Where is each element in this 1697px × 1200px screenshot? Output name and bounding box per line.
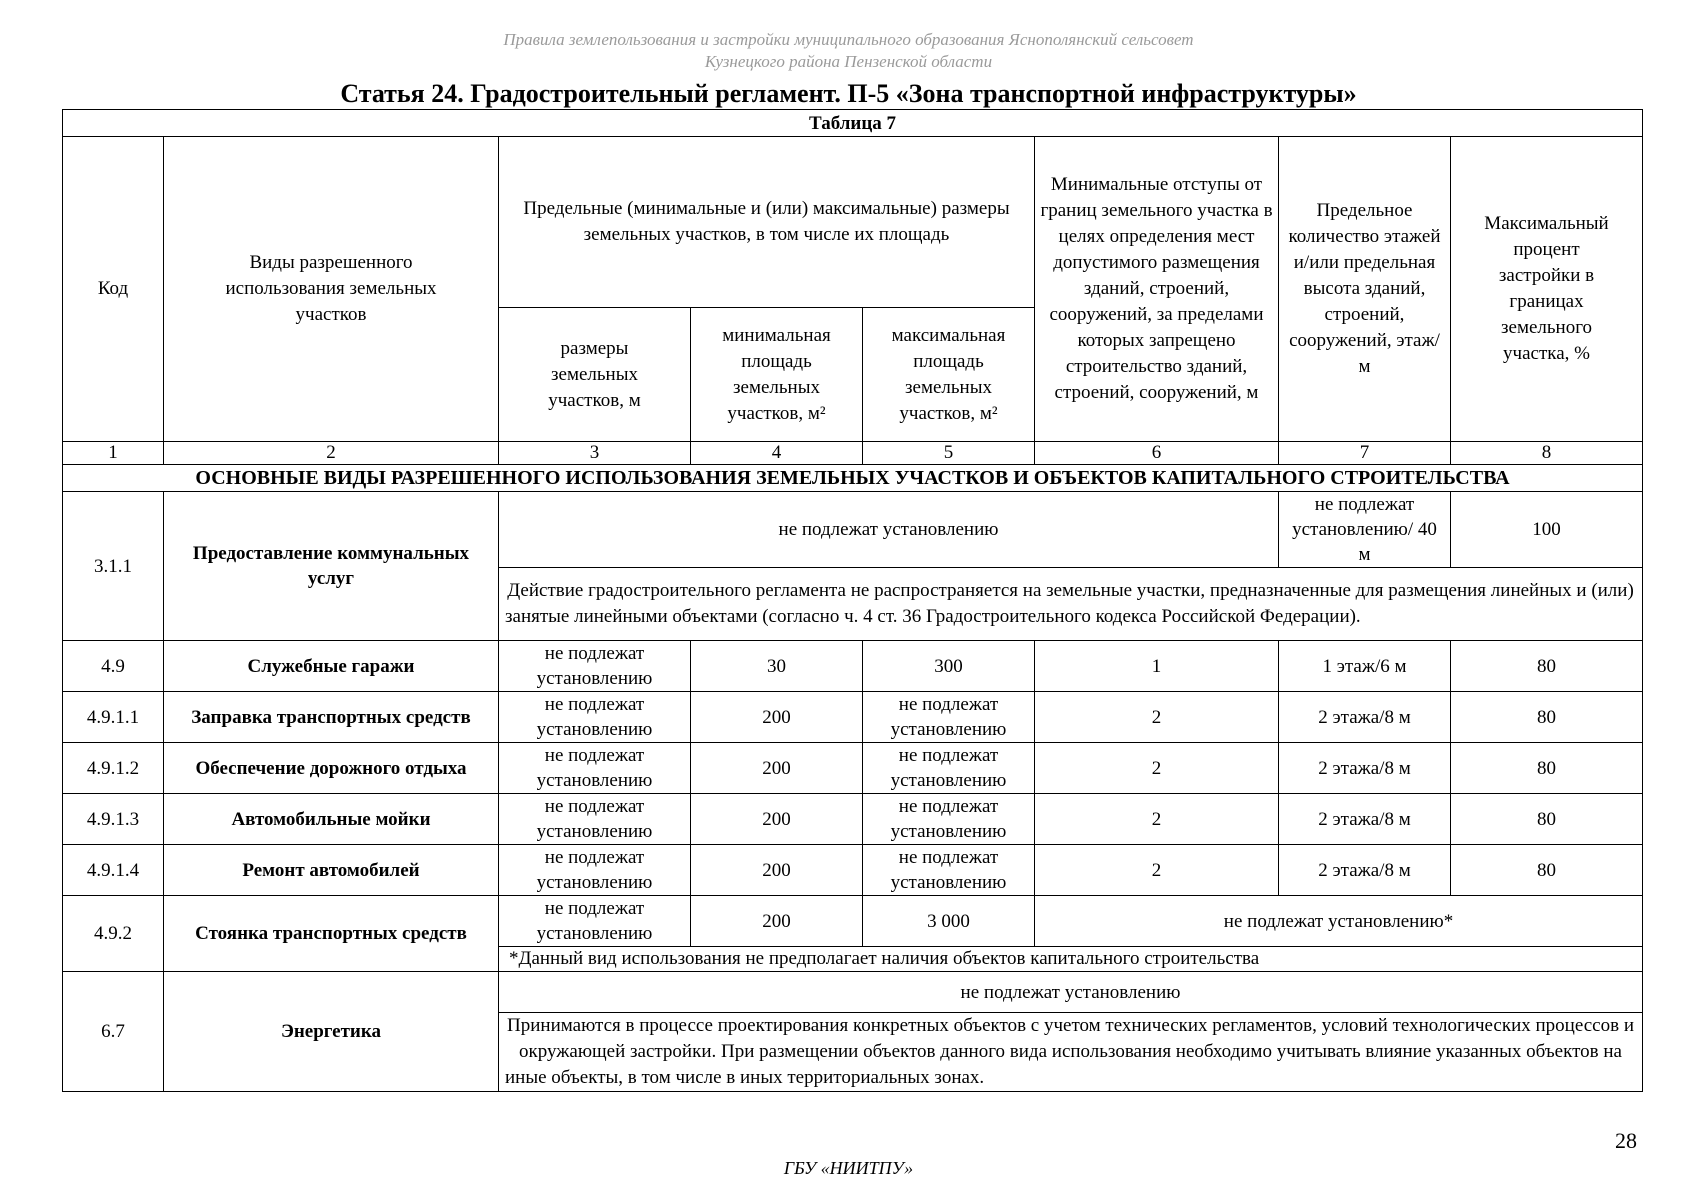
running-header-line2: Кузнецкого района Пензенской области <box>704 52 993 71</box>
coverage-value: 80 <box>1451 794 1643 845</box>
regulation-note: Принимаются в процессе проектирования конкретных объектов с учетом технических регламентов, условий технологических процессов и окружающей застройки. При размещении объектов данного вида использования необходимо учитывать влияние указанных объектов на иные объекты, в том числе в иных территориальных зонах. <box>499 1013 1643 1092</box>
floors-value: 2 этажа/8 м <box>1279 845 1451 896</box>
coverage-value: 80 <box>1451 641 1643 692</box>
col-number: 1 <box>63 442 164 465</box>
min-area-value: 200 <box>691 692 863 743</box>
page-footer: ГБУ «НИИТПУ» <box>783 1158 914 1178</box>
setback-value: 2 <box>1035 692 1279 743</box>
min-area-value: 200 <box>691 794 863 845</box>
coverage-value: 80 <box>1451 743 1643 794</box>
floors-value: 1 этаж/6 м <box>1279 641 1451 692</box>
table-number: Таблица 7 <box>63 110 1643 137</box>
row-code: 6.7 <box>63 972 164 1092</box>
running-header-line1: Правила землепользования и застройки муниципального образования Ясноп​олянский сельсовет <box>503 30 1194 49</box>
max-area-value: не подлежат установлению <box>863 845 1035 896</box>
table-row <box>63 845 1643 896</box>
merged-value: не подлежат установлению <box>499 972 1643 1013</box>
col-number: 3 <box>499 442 691 465</box>
row-code: 3.1.1 <box>63 492 164 641</box>
row-name: Автомобильные мойки <box>164 794 499 845</box>
floors-value: 2 этажа/8 м <box>1279 794 1451 845</box>
min-area-value: 200 <box>691 845 863 896</box>
header-use-types: Виды разрешенного использования земельных участков <box>164 137 499 442</box>
min-area-value: 200 <box>691 743 863 794</box>
col-number: 5 <box>863 442 1035 465</box>
header-sizes: размеры земельных участков, м <box>499 308 691 442</box>
row-code: 4.9.1.4 <box>63 845 164 896</box>
row-name: Предоставление коммунальных услуг <box>164 492 499 641</box>
col-number: 6 <box>1035 442 1279 465</box>
setback-value: 1 <box>1035 641 1279 692</box>
merged-value: не подлежат установлению <box>499 492 1279 568</box>
sizes-value: не подлежат установлению <box>499 692 691 743</box>
header-code: Код <box>63 137 164 442</box>
header-max-area: максимальная площадь земельных участков, м² <box>863 308 1035 442</box>
row-code: 4.9.1.1 <box>63 692 164 743</box>
max-area-value: 3 000 <box>863 896 1035 947</box>
header-sizes-group: Предельные (минимальные и (или) максимальные) размеры земельных участков, в том числе их площадь <box>499 137 1035 308</box>
col-number: 4 <box>691 442 863 465</box>
page-title: Статья 24. Градостроительный регламент. П-5 «Зона транспортной инфраструктуры» <box>340 79 1357 108</box>
col-number: 7 <box>1279 442 1451 465</box>
floors-value: 2 этажа/8 м <box>1279 743 1451 794</box>
row-name: Ремонт автомобилей <box>164 845 499 896</box>
regulation-table <box>62 109 1643 1092</box>
setback-value: 2 <box>1035 845 1279 896</box>
section-title: ОСНОВНЫЕ ВИДЫ РАЗРЕШЕННОГО ИСПОЛЬЗОВАНИЯ ЗЕМЕЛЬНЫХ УЧАСТКОВ И ОБЪЕКТОВ КАПИТАЛЬНОГО СТРОИТЕЛЬСТВА <box>63 465 1643 492</box>
row-code: 4.9.1.2 <box>63 743 164 794</box>
min-area-value: 30 <box>691 641 863 692</box>
header-min-area: минимальная площадь земельных участков, м² <box>691 308 863 442</box>
row-name: Стоянка транспортных средств <box>164 896 499 972</box>
regulation-note: *Данный вид использования не предполагает наличия объектов капитального строительства <box>499 947 1643 972</box>
setback-value: 2 <box>1035 794 1279 845</box>
regulation-note: Действие градостроительного регламента не распространяется на земельные участки, предназначенные для размещения линейных и (или) занятые линейными объектами (согласно ч. 4 ст. 36 Градостроительного кодекса Российской Федерации). <box>499 568 1643 641</box>
sizes-value: не подлежат установлению <box>499 641 691 692</box>
col-number: 8 <box>1451 442 1643 465</box>
max-area-value: не подлежат установлению <box>863 794 1035 845</box>
max-area-value: не подлежат установлению <box>863 692 1035 743</box>
header-setbacks: Минимальные отступы от границ земельного участка в целях определения мест допустимого размещения зданий, строений, сооружений, за пределами которых запрещено строительство зданий, строений, сооружений, м <box>1035 137 1279 442</box>
floors-value: 2 этажа/8 м <box>1279 692 1451 743</box>
row-code: 4.9.1.3 <box>63 794 164 845</box>
table-row <box>63 743 1643 794</box>
table-row <box>63 641 1643 692</box>
max-area-value: не подлежат установлению <box>863 743 1035 794</box>
row-name: Обеспечение дорожного отдыха <box>164 743 499 794</box>
coverage-value: 100 <box>1451 492 1643 568</box>
coverage-value: 80 <box>1451 692 1643 743</box>
sizes-value: не подлежат установлению <box>499 743 691 794</box>
floors-value: не подлежат установлению/ 40 м <box>1279 492 1451 568</box>
sizes-value: не подлежат установлению <box>499 845 691 896</box>
row-code: 4.9 <box>63 641 164 692</box>
sizes-value: не подлежат установлению <box>499 896 691 947</box>
table-row <box>63 692 1643 743</box>
table-row <box>63 794 1643 845</box>
col-number: 2 <box>164 442 499 465</box>
header-floors: Предельное количество этажей и/или предельная высота зданий, строений, сооружений, этаж/м <box>1279 137 1451 442</box>
row-name: Энергетика <box>164 972 499 1092</box>
setback-value: 2 <box>1035 743 1279 794</box>
row-code: 4.9.2 <box>63 896 164 972</box>
max-area-value: 300 <box>863 641 1035 692</box>
coverage-value: 80 <box>1451 845 1643 896</box>
sizes-value: не подлежат установлению <box>499 794 691 845</box>
header-coverage: Максимальный процент застройки в границах земельного участка, % <box>1451 137 1643 442</box>
row-name: Служебные гаражи <box>164 641 499 692</box>
min-area-value: 200 <box>691 896 863 947</box>
merged-value: не подлежат установлению* <box>1035 896 1643 947</box>
page-number: 28 <box>1615 1128 1637 1153</box>
row-name: Заправка транспортных средств <box>164 692 499 743</box>
